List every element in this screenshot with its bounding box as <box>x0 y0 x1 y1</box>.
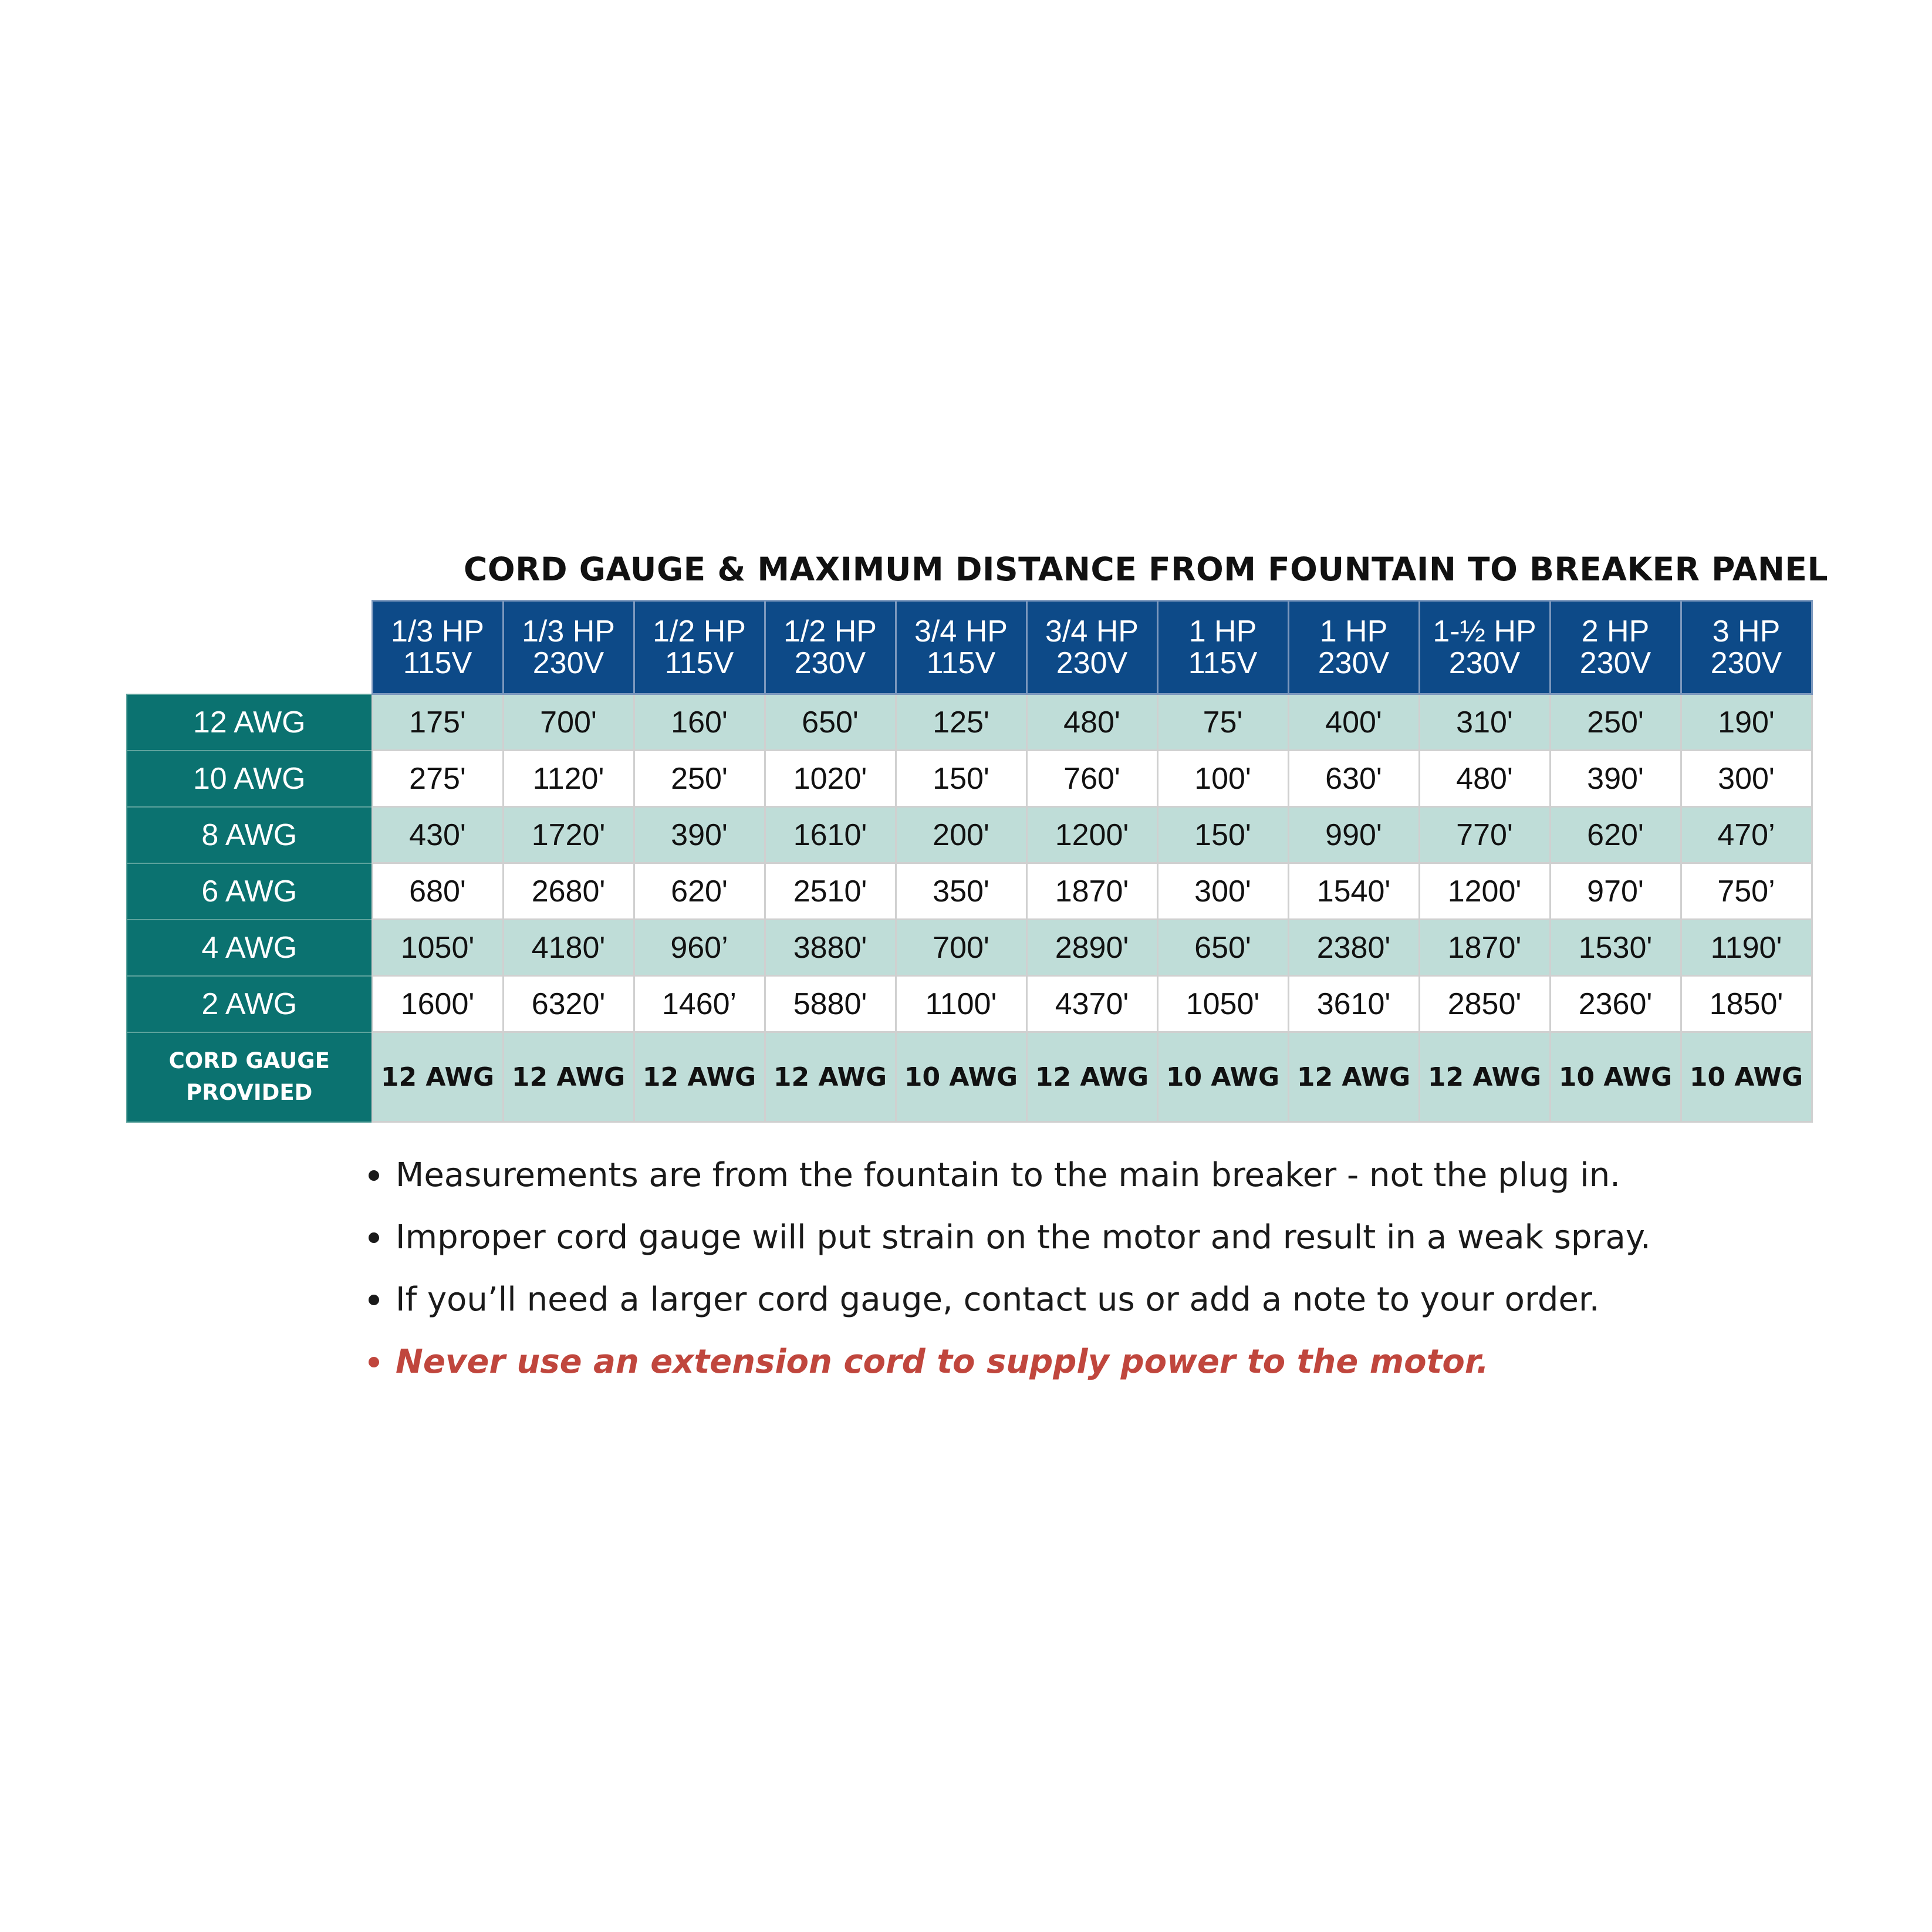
table-cell: 760' <box>1026 751 1157 807</box>
table-cell: 480' <box>1419 751 1550 807</box>
row-label: 10 AWG <box>127 751 372 807</box>
table-cell: 175' <box>372 694 503 751</box>
column-volt: 230V <box>1579 646 1651 680</box>
table-cell: 960’ <box>634 920 765 976</box>
table-row <box>127 920 1812 976</box>
corner-cell <box>127 601 372 694</box>
table-cell: 390' <box>634 807 765 863</box>
column-hp: 3/4 HP <box>914 614 1008 648</box>
column-volt: 115V <box>664 646 734 680</box>
table-cell: 4370' <box>1026 976 1157 1032</box>
table-cell: 750’ <box>1681 863 1812 920</box>
table-cell: 150' <box>896 751 1026 807</box>
note-item <box>364 1207 1772 1269</box>
table-cell: 350' <box>896 863 1026 920</box>
provided-cell: 10 AWG <box>1550 1032 1681 1122</box>
table-cell: 125' <box>896 694 1026 751</box>
row-label: 8 AWG <box>127 807 372 863</box>
row-label: 6 AWG <box>127 863 372 920</box>
table-cell: 3880' <box>765 920 896 976</box>
column-header <box>503 601 634 694</box>
table-cell: 250' <box>1550 694 1681 751</box>
column-volt: 115V <box>1188 646 1258 680</box>
table-cell: 300' <box>1681 751 1812 807</box>
table-cell: 160' <box>634 694 765 751</box>
column-volt: 230V <box>532 646 604 680</box>
column-header <box>1550 601 1681 694</box>
column-volt: 115V <box>926 646 996 680</box>
provided-row-label <box>127 1032 372 1122</box>
table-cell: 990' <box>1288 807 1419 863</box>
provided-cell: 12 AWG <box>1419 1032 1550 1122</box>
table-cell: 1600' <box>372 976 503 1032</box>
table-cell: 2360' <box>1550 976 1681 1032</box>
column-volt: 115V <box>403 646 472 680</box>
column-hp: 1/2 HP <box>783 614 877 648</box>
warning-text: Never use an extension cord to supply power to the motor. <box>396 1343 1489 1381</box>
table-cell: 2380' <box>1288 920 1419 976</box>
row-label: 4 AWG <box>127 920 372 976</box>
cord-gauge-table <box>126 600 1813 1123</box>
column-volt: 230V <box>1710 646 1782 680</box>
column-volt: 230V <box>1056 646 1128 680</box>
table-cell: 1870' <box>1026 863 1157 920</box>
provided-label-line2: PROVIDED <box>186 1080 313 1105</box>
table-cell: 1100' <box>896 976 1026 1032</box>
table-cell: 2510' <box>765 863 896 920</box>
column-header <box>1157 601 1288 694</box>
table-cell: 1540' <box>1288 863 1419 920</box>
table-cell: 620' <box>634 863 765 920</box>
note-item <box>364 1269 1772 1331</box>
column-hp: 1 HP <box>1188 614 1257 648</box>
table-cell: 770' <box>1419 807 1550 863</box>
table-cell: 700' <box>503 694 634 751</box>
table-cell: 2890' <box>1026 920 1157 976</box>
table-cell: 6320' <box>503 976 634 1032</box>
bullet-icon <box>369 1232 379 1243</box>
header-row <box>127 601 1812 694</box>
column-header <box>896 601 1026 694</box>
provided-cell: 10 AWG <box>1157 1032 1288 1122</box>
table-cell: 650' <box>1157 920 1288 976</box>
note-text: If you’ll need a larger cord gauge, contact us or add a note to your order. <box>396 1281 1600 1319</box>
column-header <box>1288 601 1419 694</box>
provided-cell: 10 AWG <box>1681 1032 1812 1122</box>
table-cell: 1870' <box>1419 920 1550 976</box>
table-cell: 5880' <box>765 976 896 1032</box>
column-hp: 1-½ HP <box>1433 614 1536 648</box>
bullet-icon <box>369 1295 379 1305</box>
provided-cell: 12 AWG <box>503 1032 634 1122</box>
column-hp: 3/4 HP <box>1045 614 1139 648</box>
table-cell: 430' <box>372 807 503 863</box>
table-cell: 680' <box>372 863 503 920</box>
table-cell: 1720' <box>503 807 634 863</box>
bullet-icon <box>369 1170 379 1181</box>
table-cell: 400' <box>1288 694 1419 751</box>
table-row <box>127 751 1812 807</box>
table-cell: 970' <box>1550 863 1681 920</box>
table-cell: 75' <box>1157 694 1288 751</box>
column-hp: 1 HP <box>1319 614 1388 648</box>
column-hp: 2 HP <box>1581 614 1650 648</box>
table-cell: 620' <box>1550 807 1681 863</box>
column-header <box>765 601 896 694</box>
row-label: 12 AWG <box>127 694 372 751</box>
provided-cell: 12 AWG <box>765 1032 896 1122</box>
table-cell: 700' <box>896 920 1026 976</box>
table-row <box>127 863 1812 920</box>
note-text: Measurements are from the fountain to the main breaker - not the plug in. <box>396 1156 1620 1194</box>
column-volt: 230V <box>1448 646 1521 680</box>
note-text: Improper cord gauge will put strain on the motor and result in a weak spray. <box>396 1218 1651 1257</box>
table-cell: 1530' <box>1550 920 1681 976</box>
table-cell: 250' <box>634 751 765 807</box>
table-cell: 300' <box>1157 863 1288 920</box>
column-hp: 1/3 HP <box>391 614 484 648</box>
provided-cell: 10 AWG <box>896 1032 1026 1122</box>
table-cell: 1050' <box>372 920 503 976</box>
column-hp: 1/2 HP <box>653 614 746 648</box>
table-cell: 1850' <box>1681 976 1812 1032</box>
column-hp: 1/3 HP <box>522 614 615 648</box>
table-cell: 1200' <box>1419 863 1550 920</box>
column-header <box>372 601 503 694</box>
provided-cell: 12 AWG <box>1026 1032 1157 1122</box>
notes-list <box>364 1144 1772 1393</box>
table-cell: 1200' <box>1026 807 1157 863</box>
table-cell: 150' <box>1157 807 1288 863</box>
table-cell: 4180' <box>503 920 634 976</box>
table-cell: 1190' <box>1681 920 1812 976</box>
table-cell: 1120' <box>503 751 634 807</box>
table-row <box>127 694 1812 751</box>
warning-item <box>364 1331 1772 1393</box>
table-cell: 630' <box>1288 751 1419 807</box>
table-cell: 480' <box>1026 694 1157 751</box>
provided-row <box>127 1032 1812 1122</box>
table-cell: 1020' <box>765 751 896 807</box>
table-cell: 1610' <box>765 807 896 863</box>
column-header <box>634 601 765 694</box>
table-cell: 310' <box>1419 694 1550 751</box>
page-title: CORD GAUGE & MAXIMUM DISTANCE FROM FOUNTAIN TO BREAKER PANEL <box>464 550 1829 588</box>
column-header <box>1681 601 1812 694</box>
note-item <box>364 1144 1772 1207</box>
table-cell: 190' <box>1681 694 1812 751</box>
table-row <box>127 976 1812 1032</box>
provided-cell: 12 AWG <box>372 1032 503 1122</box>
provided-cell: 12 AWG <box>634 1032 765 1122</box>
column-header <box>1419 601 1550 694</box>
column-volt: 230V <box>1318 646 1390 680</box>
provided-cell: 12 AWG <box>1288 1032 1419 1122</box>
table-cell: 650' <box>765 694 896 751</box>
column-volt: 230V <box>794 646 866 680</box>
table-cell: 470’ <box>1681 807 1812 863</box>
table-cell: 390' <box>1550 751 1681 807</box>
table-cell: 275' <box>372 751 503 807</box>
table-cell: 2850' <box>1419 976 1550 1032</box>
column-hp: 3 HP <box>1712 614 1781 648</box>
column-header <box>1026 601 1157 694</box>
table-cell: 3610' <box>1288 976 1419 1032</box>
provided-label-line1: CORD GAUGE <box>168 1048 330 1073</box>
table-cell: 200' <box>896 807 1026 863</box>
bullet-icon <box>369 1357 379 1367</box>
row-label: 2 AWG <box>127 976 372 1032</box>
table-row <box>127 807 1812 863</box>
table-cell: 1460’ <box>634 976 765 1032</box>
table-cell: 100' <box>1157 751 1288 807</box>
table-cell: 1050' <box>1157 976 1288 1032</box>
table-cell: 2680' <box>503 863 634 920</box>
